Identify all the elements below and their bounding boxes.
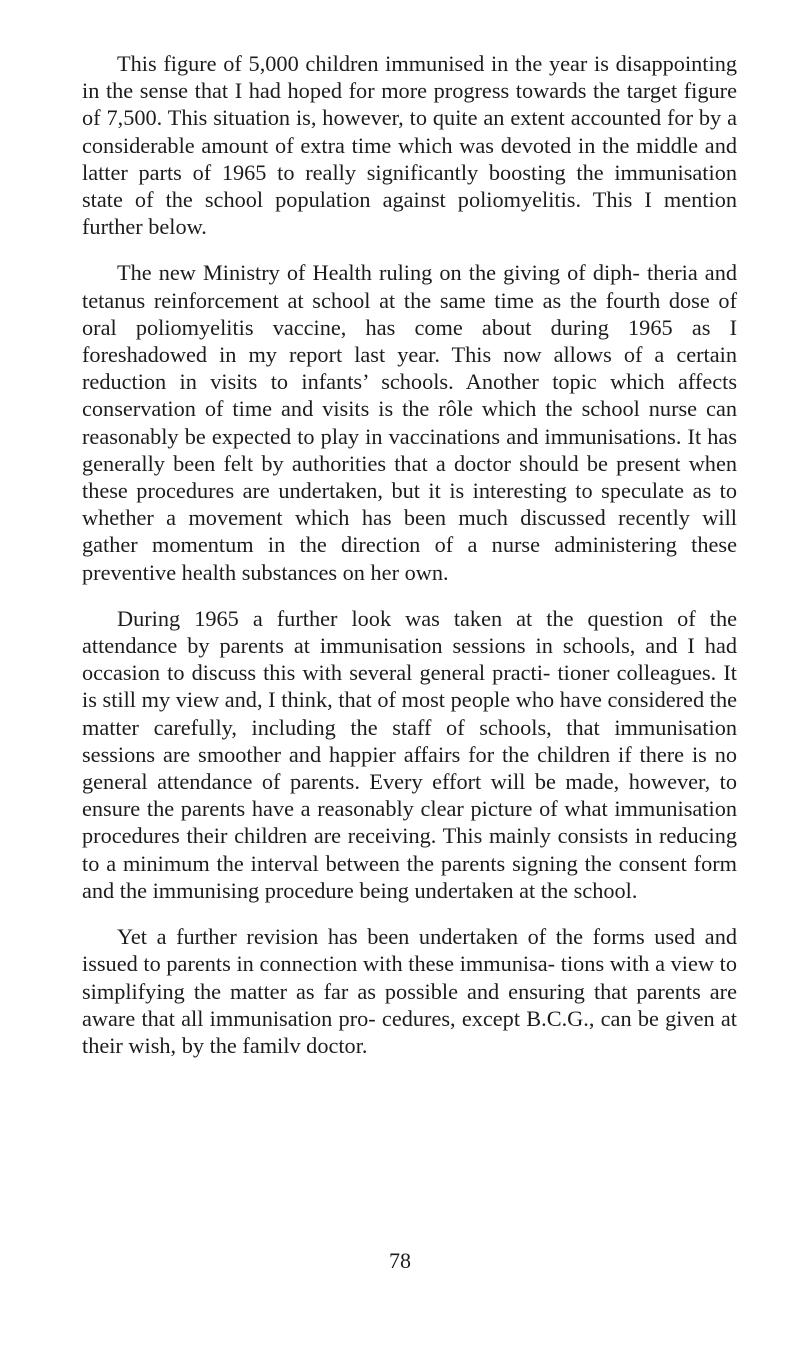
- page-number: 78: [389, 1248, 411, 1273]
- paragraph-ministry-ruling: The new Ministry of Health ruling on the giving of diph- theria and tetanus reinforcement at school at the same time as the fourth dose of oral poliomyelitis vaccine, has come about during 1965 as I foreshadowed in my report last year. This now allows of a certain reduction in visits to infants’ schools. Another topic which affects conservation of time and visits is the rôle which the school nurse can reasonably be expected to play in vaccinations and immunisations. It has generally been felt by authorities that a doctor should be present when these procedures are undertaken, but it is interesting to speculate as to whether a movement which has been much discussed recently will gather momentum in the direction of a nurse administering these preventive health substances on her own.: [82, 260, 737, 585]
- document-page: [82, 50, 737, 1078]
- paragraph-immunisation-figures: This figure of 5,000 children immunised in the year is disappointing in the sense that I had hoped for more progress towards the target figure of 7,500. This situation is, however, to quite an extent accounted for by a considerable amount of extra time which was devoted in the middle and latter parts of 1965 to really significantly boosting the immunisation state of the school population against poliomyelitis. This I mention further below.: [82, 51, 737, 240]
- paragraph-parent-attendance: During 1965 a further look was taken at the question of the attendance by parents at immunisation sessions in schools, and I had occasion to discuss this with several general practi- tioner colleagues. It is still my view and, I think, that of most people who have considered the matter carefully, including the staff of schools, that immunisation sessions are smoother and happier affairs for the children if there is no general attendance of parents. Every effort will be made, however, to ensure the parents have a reasonably clear picture of what immunisation procedures their children are receiving. This mainly consists in reducing to a minimum the interval between the parents signing the consent form and the immunising procedure being undertaken at the school.: [82, 605, 737, 903]
- paragraph-forms-revision: Yet a further revision has been undertaken of the forms used and issued to parents in connection with these immunisa- tions with a view to simplifying the matter as far as possible and ensuring that parents are aware that all immunisation pro- cedures, except B.C.G., can be given at their wish, by the familv doctor.: [82, 924, 737, 1058]
